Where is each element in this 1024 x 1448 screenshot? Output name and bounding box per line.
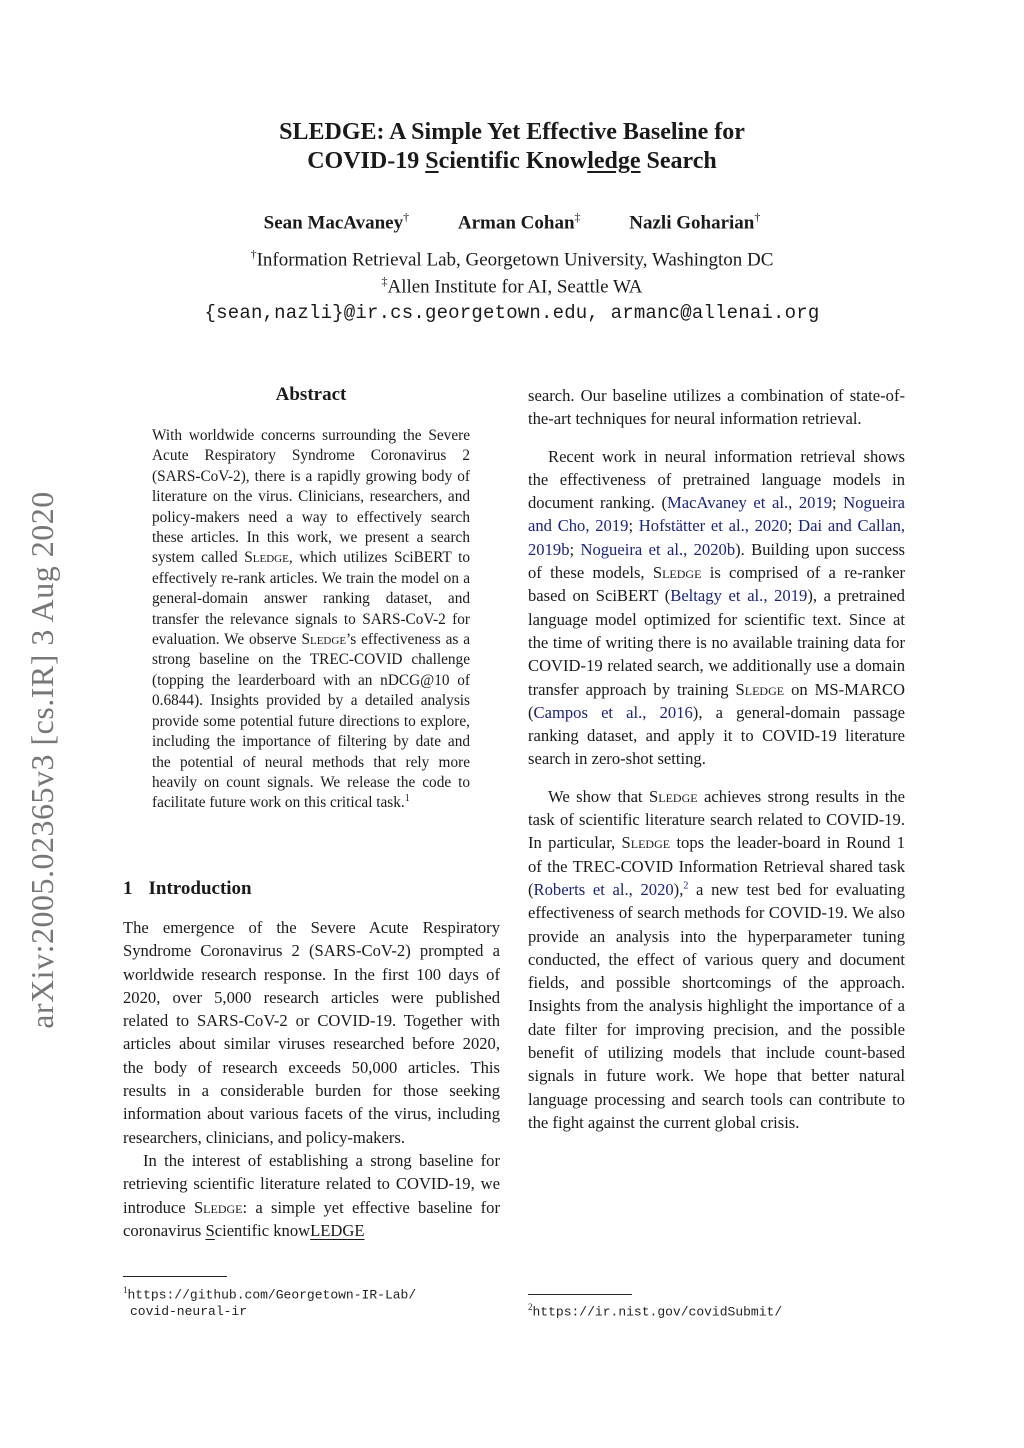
- intro-paragraph-1: The emergence of the Severe Acute Respiratory Syndrome Coronavirus 2 (SARS-CoV-2) prompted a worldwide research response. In the first 100 days of 2020, over 5,000 research articles were published related to SARS-CoV-2 or COVID-19. Together with articles about similar viruses researched before 2020, the body of research exceeds 50,000 articles. This results in a considerable burden for those seeking information about various facets of the virus, including researchers, clinicians, and policy-makers.: [123, 918, 500, 1147]
- citation-link[interactable]: Roberts et al., 2020: [533, 879, 674, 899]
- citation-link[interactable]: Nogueira et al., 2020b: [580, 539, 736, 559]
- title-line-2-mid: cientific Know: [438, 148, 588, 174]
- title-line-2-post: Search: [640, 148, 717, 174]
- title-underlined-s: S: [425, 148, 439, 174]
- right-paragraph-3: We show that Sledge achieves strong results in the task of scientific literature search related to COVID-19. In particular, Sledge tops the leader-board in Round 1 of the TREC-COVID Information Retrieval shared task (Roberts et al., 2020),$^2$ a new test bed for evaluating effectiveness of search methods for COVID-19. We also provide an analysis into the hyperparameter tuning conducted, the effect of various query and document fields, and possible shortcomings of the approach. Insights from the analysis highlight the importance of a date filter for improving precision, and the possible benefit of utilizing models that include count-based signals in future work. We hope that better natural language processing and search tools can contribute to the fight against the current global crisis.: [528, 786, 906, 1132]
- affiliation-2: ‡Allen Institute for AI, Seattle WA: [381, 274, 643, 298]
- author-2: Arman Cohan‡: [457, 210, 581, 234]
- right-paragraph-1: search. Our baseline utilizes a combination of state-of-the-art techniques for neural information retrieval.: [528, 386, 905, 429]
- left-column-body: [123, 916, 500, 1242]
- footnote-rule-right: [528, 1294, 632, 1295]
- footnote-ref-2[interactable]: 2: [683, 880, 689, 892]
- author-emails: {sean,nazli}@ir.cs.georgetown.edu, armanc@allenai.org: [204, 302, 820, 324]
- footnote-1: $^1$https://github.com/Georgetown-IR-Lab/ covid-neural-ir: [123, 1282, 503, 1320]
- citation-link[interactable]: Nogueira and Cho, 2019: [528, 493, 905, 536]
- author-3: Nazli Goharian†: [629, 210, 761, 234]
- author-list: [0, 210, 1024, 234]
- intro-paragraph-2: In the interest of establishing a strong baseline for retrieving scientific literature related to COVID-19, we introduce Sledge: a simple yet effective baseline for coronavirus Scientific knowLEDGE: [123, 1150, 500, 1240]
- right-column-body: [528, 384, 905, 1134]
- footnote-1-url-cont[interactable]: covid-neural-ir: [130, 1304, 248, 1320]
- title-line-2-pre: COVID-19: [307, 148, 426, 174]
- title-line-1: SLEDGE: A Simple Yet Effective Baseline for: [279, 119, 745, 145]
- citation-link[interactable]: Campos et al., 2016: [533, 702, 693, 722]
- citation-link[interactable]: Beltagy et al., 2019: [670, 586, 808, 606]
- title-underlined-ledge: ledge: [587, 148, 641, 174]
- affiliation-1: †Information Retrieval Lab, Georgetown University, Washington DC: [250, 247, 774, 271]
- section-heading-introduction: 1 Introduction: [123, 878, 252, 899]
- citation-link[interactable]: MacAvaney et al., 2019: [666, 493, 833, 513]
- abstract-heading: Abstract: [275, 384, 347, 405]
- arxiv-id: arXiv:2005.02365v3 [cs.IR] 3 Aug 2020: [24, 491, 60, 1029]
- citation-link[interactable]: Hofstätter et al., 2020: [638, 516, 788, 536]
- sledge-name: Sledge: [301, 631, 347, 649]
- abstract-body: With worldwide concerns surrounding the Severe Acute Respiratory Syndrome Coronavirus 2 (SARS-CoV-2), there is a rapidly growing body of literature on the virus. Clinicians, researchers, and policy-makers need a way to effectively search these articles. In this work, we present a search system called Sledge, which utilizes SciBERT to effectively re-rank articles. We train the model on a general-domain answer ranking dataset, and transfer the relevance signals to SARS-CoV-2 for evaluation. We observe Sledge’s effectiveness as a strong baseline on the TREC-COVID challenge (topping the learderboard with an nDCG@10 of 0.6844). Insights provided by a detailed analysis provide some potential future directions to explore, including the importance of filtering by date and the potential of neural methods that rely more heavily on count signals. We release the code to facilitate future work on this critical task.$^1$: [152, 427, 470, 812]
- right-paragraph-2: Recent work in neural information retrieval shows the effectiveness of pretrained language models in document ranking. (MacAvaney et al., 2019; Nogueira and Cho, 2019; Hofstätter et al., 2020; Dai and Callan, 2019b; Nogueira et al., 2020b). Building upon success of these models, Sledge is comprised of a re-ranker based on SciBERT (Beltagy et al., 2019), a pretrained language model optimized for scientific text. Since at the time of writing there is no available training data for COVID-19 related search, we additionally use a domain transfer approach by training Sledge on MS-MARCO (Campos et al., 2016), a general-domain passage ranking dataset, and apply it to COVID-19 literature search in zero-shot setting.: [528, 446, 906, 769]
- sledge-name: Sledge: [244, 549, 289, 567]
- footnote-rule-left: [123, 1276, 227, 1277]
- title-line-2: [0, 147, 1024, 176]
- footnote-2: $^2$https://ir.nist.gov/covidSubmit/: [528, 1302, 783, 1320]
- citation-link[interactable]: Dai and Callan, 2019b: [528, 516, 906, 559]
- author-1: Sean MacAvaney†: [263, 210, 410, 234]
- footnote-2-url[interactable]: https://ir.nist.gov/covidSubmit/: [532, 1304, 783, 1320]
- footnote-1-url[interactable]: https://github.com/Georgetown-IR-Lab/: [127, 1287, 417, 1303]
- footnote-ref-1[interactable]: 1: [404, 793, 410, 805]
- paper-title: [0, 118, 1024, 176]
